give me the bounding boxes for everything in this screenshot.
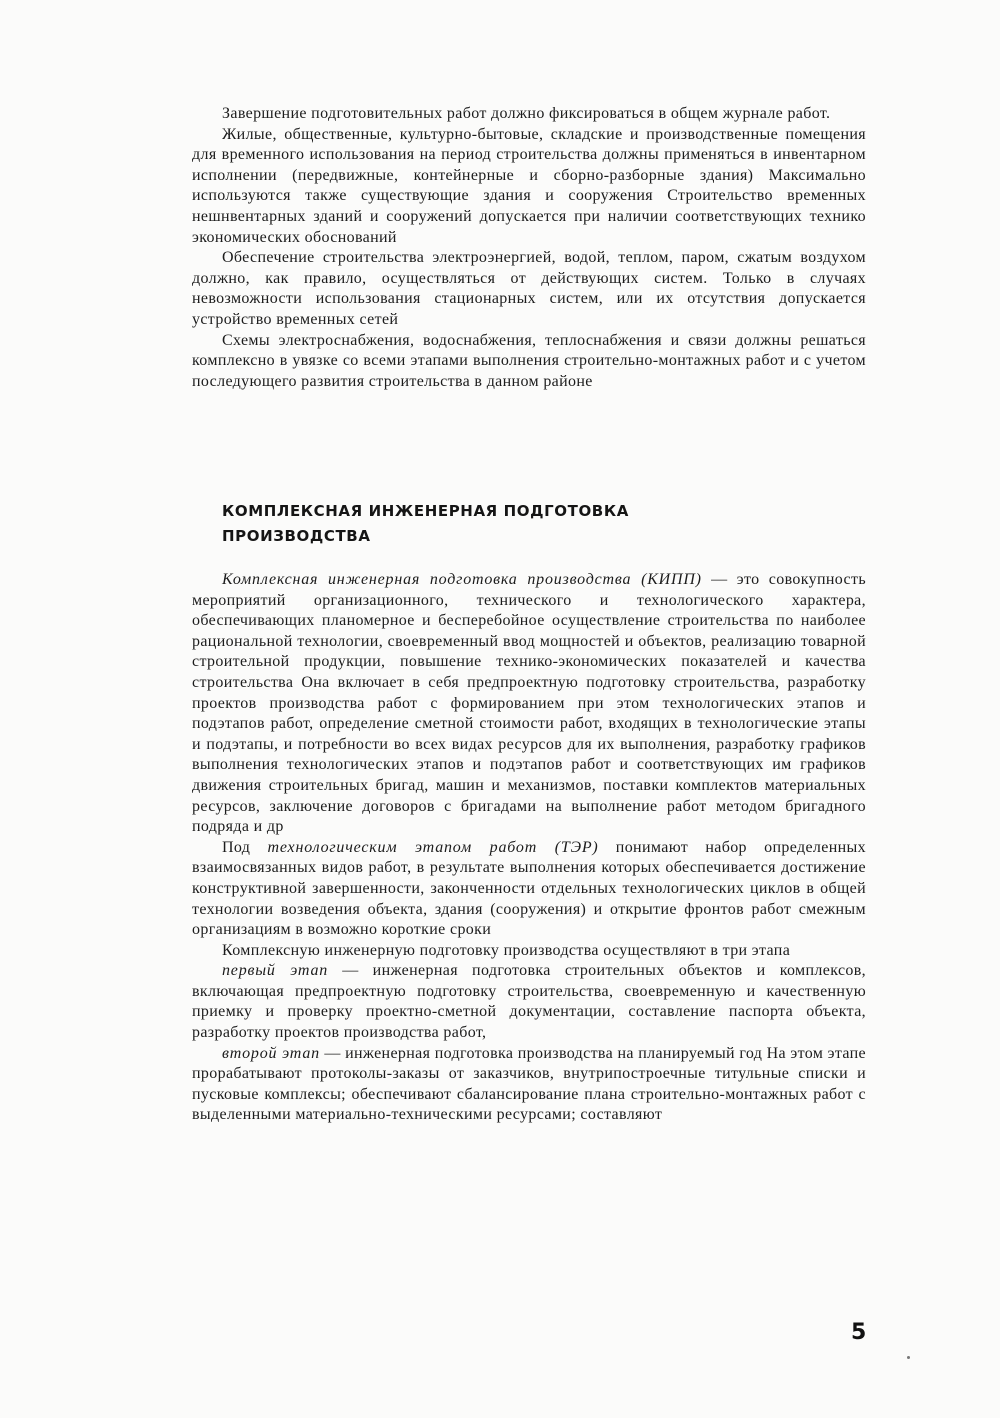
paragraph-utilities-supply: Обеспечение строительства электроэнергией, водой, теплом, паром, сжатым воздухом должно, как правило, осуществляться от действующих систем. Только в случаях невозможности использования стационарных систем, или их отсутствия допускается устройство временных сетей — [192, 249, 866, 328]
term-kipp: Комплексная инженерная подготовка производства (КИПП) — [222, 571, 702, 588]
term-second-stage: второй этап — [222, 1044, 320, 1062]
second-stage-text: — инженерная подготовка производства на планируемый год На этом этапе прорабатывают протоколы-заказы от заказчиков, внутрипостроечные титульные списки и пусковые комплексы; обеспечивают сбалансирование плана строительно-монтажных работ с выделенными материально-техническими ресурсами; составляют — [192, 1044, 866, 1124]
kipp-definition-text: — это совокупность мероприятий организационного, технического и технологического характера, обеспечивающих планомерное и бесперебойное осуществление строительства по наиболее рациональной технологии, своевременный ввод мощностей и объектов, реализацию товарной строительной продукции, повышение технико-экономических показателей и качества строительства Она включает в себя предпроектную подготовку строительства, разработку проектов производства работ с формированием при этом технологических этапов и подэтапов работ, определение сметной стоимости работ, входящих в технологические этапы и подэтапы, и потребности во всех видах ресурсов для их выполнения, разработку графиков выполнения технологических этапов и подэтапов работ и соответствующих им графиков движения строительных бригад, машин и механизмов, поставки комплектов материальных ресурсов, заключение договоров с бригадами на выполнение работ методом бригадного подряда и др — [192, 571, 866, 836]
ter-definition-text: понимают набор определенных взаимосвязанных видов работ, в результате выполнения которых обеспечивается достижение конструктивной завершенности, законченности отдельных технологических циклов в общей технологии возведения объекта, здания (сооружения) и открытие фронтов работ смежным организациям в возможно короткие сроки — [192, 838, 866, 939]
paragraph-completion: Завершение подготовительных работ должно фиксироваться в общем журнале работ. — [222, 105, 831, 122]
section-heading — [222, 499, 822, 549]
scan-speck — [907, 1356, 910, 1359]
paragraph-ter-definition — [192, 838, 866, 941]
paragraph-three-stages: Комплексную инженерную подготовку производства осуществляют в три этапа — [222, 941, 791, 959]
section-heading-line-1: КОМПЛЕКСНАЯ ИНЖЕНЕРНАЯ ПОДГОТОВКА — [222, 502, 629, 520]
main-text-block — [192, 570, 866, 1126]
term-ter: технологическим этапом работ (ТЭР) — [267, 838, 599, 856]
paragraph-first-stage — [192, 961, 866, 1043]
paragraph-kipp-definition — [192, 570, 866, 838]
term-first-stage: первый этап — [222, 962, 329, 980]
paragraph-temporary-buildings: Жилые, общественные, культурно-бытовые, складские и производственные помещения для временного использования на период строительства должны применяться в инвентарном исполнении (передвижные, контейнерные и сборно-разборные здания) Максимально используются также существующие здания и сооружения Строительство временных нешнвентарных зданий и сооружений допускается при наличии соответствующих технико экономических обоснований — [192, 125, 866, 246]
paragraph-second-stage — [192, 1044, 866, 1126]
page-number: 5 — [851, 1320, 867, 1345]
ter-prefix: Под — [222, 838, 268, 856]
intro-text-block — [192, 104, 866, 392]
first-stage-text: — инженерная подготовка строительных объектов и комплексов, включающая предпроектную подготовку строительства, своевременную и качественную приемку и проверку проектно-сметной документации, составление паспорта объекта, разработку проектов производства работ, — [192, 962, 867, 1042]
paragraph-supply-schemes: Схемы электроснабжения, водоснабжения, теплоснабжения и связи должны решаться комплексно в увязке со всеми этапами выполнения строительно-монтажных работ и с учетом последующего развития строительства в данном районе — [192, 331, 866, 390]
section-heading-line-2: ПРОИЗВОДСТВА — [222, 527, 371, 545]
